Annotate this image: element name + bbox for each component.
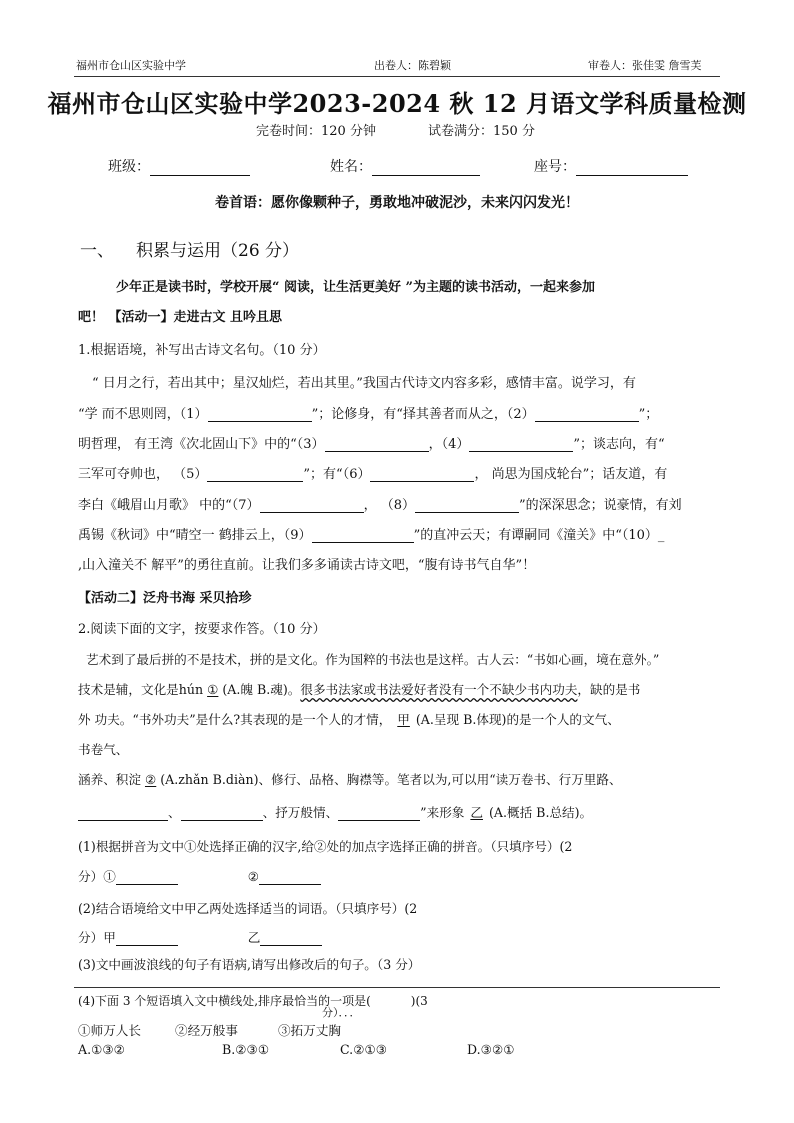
q2-answer-jia[interactable] (116, 932, 178, 946)
q1-blank-2[interactable] (535, 408, 639, 422)
q1-blank-4[interactable] (469, 438, 573, 452)
q1-blank-7[interactable] (260, 499, 364, 513)
q2-blank-2[interactable] (181, 807, 263, 821)
q2-sub-4-points: 分）．．． (322, 1006, 361, 1019)
q2-p3a: 外 功夫。“书外功夫”是什么?其表现的是一个人的才情， (78, 712, 392, 727)
q2-option-c[interactable]: C.②①③ (340, 1042, 388, 1057)
q2-s1c: ② (247, 869, 260, 884)
q2-sub-2: (2)结合语境给文中甲乙两处选择适当的词语。（只填序号）(2 (78, 901, 418, 916)
q2-p6c: ”来形象 (420, 805, 465, 820)
q1-l3a: 明哲理， 有王湾《次北固山下》中的“（3） (78, 437, 325, 452)
q1-blank-3[interactable] (325, 438, 429, 452)
q2-s4b: )(3 (410, 994, 428, 1008)
section-heading (80, 236, 299, 261)
q2-s2b: 分）甲 (78, 930, 116, 945)
q2-blank-3[interactable] (338, 807, 420, 821)
header-school: 福州市仓山区实验中学 (76, 59, 186, 72)
section-number: 一、 (80, 241, 114, 261)
q2-answer-1[interactable] (116, 871, 178, 885)
q2-sub-3: (3)文中画波浪线的句子有语病,请写出修改后的句子。（3 分） (78, 957, 421, 972)
q2-p2c: ，缺的是书 (577, 682, 641, 697)
exam-score: 试卷满分：150 分 (428, 124, 535, 139)
q1-line-6 (78, 524, 664, 543)
q2-para-line-5 (78, 769, 622, 788)
q2-p3b: (A.呈现 B.体现)的是一个人的文气、 (415, 712, 620, 727)
q1-line-7: ,山入潼关不 解平”的勇往直前。让我们多多诵读古诗文吧，“腹有诗书气自华”！ (78, 558, 536, 573)
q2-para-line-3 (78, 709, 620, 728)
exam-time: 完卷时间：120 分钟 (256, 124, 376, 139)
q2-option-b[interactable]: B.②③① (222, 1042, 270, 1057)
q1-blank-1[interactable] (208, 408, 312, 422)
motto: 卷首语：愿你像颗种子，勇敢地冲破泥沙，未来闪闪发光！ (215, 195, 579, 211)
q1-blank-5[interactable] (207, 468, 303, 482)
q2-sub-1-answers (78, 866, 321, 885)
q2-p6d: (A.概括 B.总结)。 (488, 805, 593, 820)
q1-l5b: ， （8） (363, 498, 415, 513)
q2-mark-2: ② (144, 772, 157, 787)
seat-label: 座号： (534, 159, 576, 175)
q2-option-a[interactable]: A.①③② (78, 1042, 125, 1057)
q1-line-3 (78, 433, 665, 452)
header-author: 出卷人：陈碧颖 (374, 59, 451, 72)
q1-stem: 1.根据语境，补写出古诗文名句。（10 分） (78, 343, 326, 358)
phrase-3: ③拓万丈胸 (277, 1023, 341, 1038)
phrase-2: ②经万般事 (174, 1023, 238, 1038)
q2-wavy-sentence: 很多书法家或书法爱好者没有一个不缺少书内功夫 (300, 682, 578, 697)
section-title: 积累与运用（26 分） (136, 241, 300, 261)
q1-l2c: ”； (638, 407, 659, 422)
q1-l5a: 李白《峨眉山月歌》 中的“（7） (78, 498, 260, 513)
q1-blank-6[interactable] (370, 468, 474, 482)
seat-field[interactable] (534, 156, 688, 176)
q2-p5a: 涵养、积淀 (78, 772, 141, 787)
q1-l6b: ”的直冲云天；有谭嗣同《潼关》中“（10）_ (413, 528, 665, 543)
q1-line-1: “ 日月之行，若出其中；星汉灿烂，若出其里。”我国古代诗文内容多彩，感情丰富。说学习，有 (92, 376, 636, 391)
q2-p6b: 、抒万般情、 (262, 805, 339, 820)
q1-l6a: 禹锡《秋词》中“晴空一 鹤排云上，（9） (78, 528, 312, 543)
q1-blank-9[interactable] (312, 529, 414, 543)
q1-line-4 (78, 463, 667, 482)
phrase-1: ①师万人长 (78, 1023, 141, 1038)
q2-p5b: (A.zhǎn B.diàn)、修行、品格、胸襟等。笔者以为,可以用“读万卷书、行万里路、 (160, 772, 622, 787)
q2-sub-1: (1)根据拼音为文中①处选择正确的汉字,给②处的加点字选择正确的拼音。（只填序号）(2 (78, 839, 573, 854)
q2-option-d[interactable]: D.③②① (467, 1042, 515, 1057)
q2-s2c: 乙 (247, 930, 261, 945)
class-field[interactable] (108, 156, 250, 176)
q2-para-line-1: 艺术到了最后拼的不是技术，拼的是文化。作为国粹的书法也是这样。古人云：“书如心画，境在意外。” (86, 652, 660, 667)
q2-stem: 2.阅读下面的文字，按要求作答。（10 分） (78, 622, 326, 637)
header-reviewer: 审卷人：张佳雯 詹雪芙 (588, 59, 702, 72)
q1-l2b: ”；论修身，有“择其善者而从之，（2） (311, 407, 535, 422)
q1-l3b: ，（4） (428, 437, 470, 452)
q2-blank-1[interactable] (78, 807, 168, 821)
q2-answer-yi[interactable] (260, 932, 322, 946)
q2-para-line-2 (78, 679, 640, 698)
q1-line-2 (78, 403, 658, 422)
seat-input-line[interactable] (576, 161, 688, 176)
q1-l2a: “学 而不思则罔，（1） (78, 407, 208, 422)
q2-p2a: 技术是辅，文化是hún (78, 682, 204, 697)
q1-l4a: 三军可夺帅也， （5） (78, 467, 208, 482)
name-input-line[interactable] (372, 161, 480, 176)
intro-line-2: 吧！ 【活动一】走进古文 且吟且思 (78, 310, 283, 325)
q2-sub-4 (78, 992, 428, 1009)
q1-blank-8[interactable] (415, 499, 519, 513)
q2-mark-jia: 甲 (397, 712, 410, 727)
q2-phrases (78, 1020, 341, 1039)
q2-para-line-6 (78, 802, 592, 821)
class-label: 班级： (108, 159, 150, 175)
q1-l4b: ”；有“（6） (303, 467, 371, 482)
q2-mark-yi: 乙 (470, 805, 483, 820)
q2-s1b: 分）① (78, 869, 116, 884)
q1-l5c: ”的深深思念；说豪情，有刘 (518, 498, 682, 513)
q2-answer-2[interactable] (259, 871, 321, 885)
name-label: 姓名： (330, 159, 372, 175)
class-input-line[interactable] (150, 161, 250, 176)
q2-s4a: (4)下面 3 个短语填入文中横线处,排序最恰当的一项是( (78, 994, 371, 1008)
header-divider (74, 76, 720, 77)
q2-p6a: 、 (168, 805, 181, 820)
q2-sub-2-answers (78, 927, 322, 946)
q1-line-5 (78, 494, 682, 513)
q2-mark-1: ① (207, 682, 219, 697)
page-title: 福州市仓山区实验中学2023-2024 秋 12 月语文学科质量检测 (47, 89, 747, 118)
q2-para-line-4: 书卷气、 (78, 742, 129, 757)
q1-l3c: ”；谈志向，有“ (573, 437, 665, 452)
name-field[interactable] (330, 156, 480, 176)
activity-2-heading: 【活动二】泛舟书海 采贝拾珍 (78, 591, 252, 606)
answer-line[interactable] (74, 987, 720, 988)
intro-line-1: 少年正是读书时，学校开展“ 阅读，让生活更美好 ”为主题的读书活动，一起来参加 (116, 280, 596, 295)
q1-l4c: ， 尚思为国戍轮台”；话友道，有 (474, 467, 668, 482)
q2-p2b: (A.魄 B.魂)。 (222, 682, 301, 697)
